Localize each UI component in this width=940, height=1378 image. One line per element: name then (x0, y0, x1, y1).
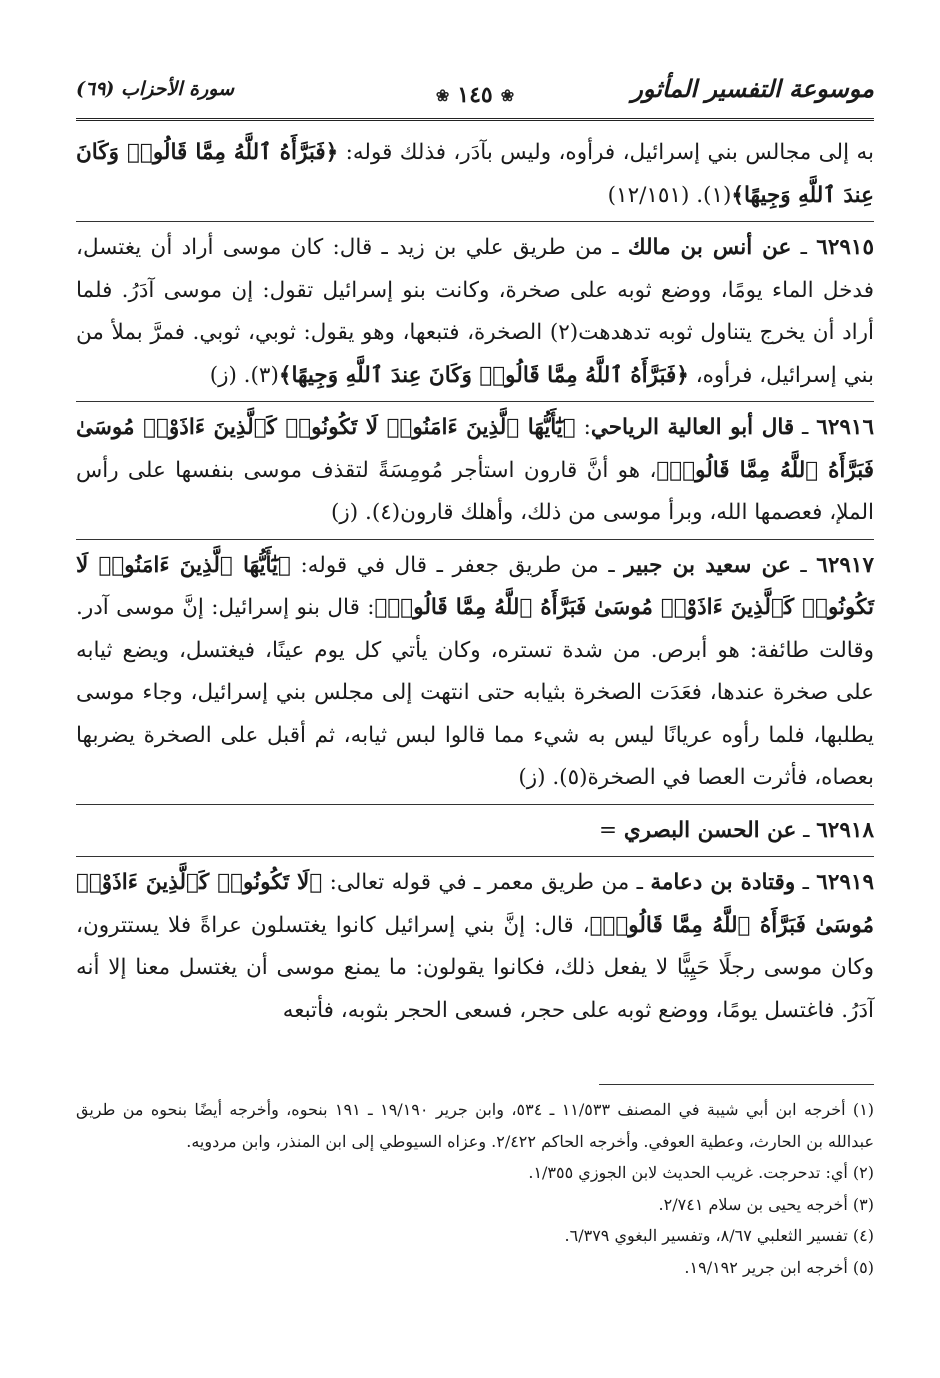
entry-divider (76, 539, 874, 540)
entry-text: ـ من طريق جعفر ـ قال في قوله: (290, 552, 625, 578)
entry-divider (76, 856, 874, 857)
footnotes (76, 1094, 874, 1283)
ornament-left-icon: ❀ (435, 85, 450, 105)
entry-text: : (575, 415, 591, 440)
entry-tail: ، هو أنَّ قارون استأجر مُومِسَةً لتقذف موسى بنفسها على رأس الملإ، فعصمها الله، وبرأ موسى من ذلك، وأهلك قارون(٤). (ز) (76, 457, 874, 525)
header-divider (76, 118, 874, 121)
entry-62917: ٦٢٩١٧ ـ عن سعيد بن جبير ـ من طريق جعفر ـ قال في قوله: ﴿يَٰٓأَيُّهَا ٱلَّذِينَ ءَامَنُوا۟ لَا تَكُونُوا۟ كَٱلَّذِينَ ءَاذَوْا۟ مُوسَىٰ فَبَرَّأَهُ ٱللَّهُ مِمَّا قَالُوا۟﴾: قال بنو إسرائيل: إنَّ موسى آدر. وقالت طائفة: هو أبرص. من شدة تستره، وكان يأتي كل يوم عينًا، فيغتسل، ويضع ثيابه على صخرة عندها، فعَدَت الصخرة بثيابه حتى انتهت إلى مجلس بني إسرائيل، وجاء موسى يطلبها، فلما رأوه عريانًا ليس به شيء مما قالوا لبس ثيابه، ثم أقبل على الصخرة يضربها بعصاه، فأثرت العصا في الصخرة(٥). (ز) (76, 552, 875, 790)
entry-tail: : قال بنو إسرائيل: إنَّ موسى آدر. وقالت طائفة: هو أبرص. من شدة تستره، وكان يأتي كل يوم عينًا، فيغتسل، ويضع ثيابه على صخرة عندها، فعَدَت الصخرة بثيابه حتى انتهت إلى مجلس بني إسرائيل، وجاء موسى يطلبها، فلما رأوه عريانًا ليس به شيء مما قالوا لبس ثيابه، ثم أقبل على الصخرة يضربها بعصاه، فأثرت العصا في الصخرة(٥). (ز) (76, 595, 874, 790)
entry-author: قال أبو العالية الرياحي (590, 415, 795, 440)
entry-number: ٦٢٩١٨ (816, 817, 874, 843)
entry-text: به إلى مجالس بني إسرائيل، فرأوه، وليس بآدَر، فذلك قوله: (338, 140, 875, 165)
entry-tail: ، قال: إنَّ بني إسرائيل كانوا يغتسلون عراةً فلا يستترون، وكان موسى رجلًا حَيِيًّا لا يفعل ذلك، فكانوا يقولون: ما يمنع موسى أن يغتسل معنا إلا أنه آدَرُ. فاغتسل يومًا، ووضع ثوبه على حجر، فسعى الحجر بثوبه، فأتبعه (76, 912, 874, 1023)
entry-text: = (598, 817, 624, 843)
quran-verse: ﴿فَبَرَّأَهُ ٱللَّهُ مِمَّا قَالُوا۟ وَكَانَ عِندَ ٱللَّهِ وَجِيهًا﴾ (76, 140, 874, 208)
entry-author: عن سعيد بن جبير (624, 552, 791, 578)
footnote-3: (٣) أخرجه يحيى بن سلام ٢/٧٤١. (658, 1194, 874, 1214)
footnote-5: (٥) أخرجه ابن جرير ١٩/١٩٢. (684, 1257, 874, 1277)
quran-verse: ﴿يَٰٓأَيُّهَا ٱلَّذِينَ ءَامَنُوا۟ لَا تَكُونُوا۟ كَٱلَّذِينَ ءَاذَوْا۟ مُوسَىٰ فَبَرَّأَهُ ٱللَّهُ مِمَّا قَالُوا۟﴾ (76, 552, 874, 620)
entry-divider (76, 401, 874, 402)
entry-62918: ٦٢٩١٨ ـ عن الحسن البصري = (598, 817, 874, 843)
running-title-work: موسوعة التفسير المأثور (631, 74, 874, 103)
ornament-right-icon: ❀ (500, 85, 515, 105)
entry-number: ٦٢٩١٦ (816, 415, 875, 440)
entry-number: ٦٢٩١٥ (816, 235, 875, 260)
entry-divider (76, 221, 874, 222)
entry-text: ـ من طريق علي بن زيد ـ قال: كان موسى أراد أن يغتسل، فدخل الماء يومًا، ووضع ثوبه على صخرة، وكانت بنو إسرائيل تقول: إن موسى آدَرُ. فلما أراد أن يخرج يتناول ثوبه تدهدهت(٢) الصخرة، فتبعها، وهو يقول: ثوبي، ثوبي. فمرَّ بملأ من بني إسرائيل، فرأوه، (76, 235, 874, 388)
entry-tail: (١). (١٢/١٥١) (607, 182, 732, 208)
quran-verse: ﴿فَبَرَّأَهُ ٱللَّهُ مِمَّا قَالُوا۟ وَكَانَ عِندَ ٱللَّهِ وَجِيهًا﴾ (278, 362, 689, 388)
footnote-divider (599, 1084, 874, 1085)
entry-62919: ٦٢٩١٩ ـ وقتادة بن دعامة ـ من طريق معمر ـ في قوله تعالى: ﴿لَا تَكُونُوا۟ كَٱلَّذِينَ ءَاذَوْا۟ مُوسَىٰ فَبَرَّأَهُ ٱللَّهُ مِمَّا قَالُوا۟﴾، قال: إنَّ بني إسرائيل كانوا يغتسلون عراةً فلا يستترون، وكان موسى رجلًا حَيِيًّا لا يفعل ذلك، فكانوا يقولون: ما يمنع موسى أن يغتسل معنا إلا أنه آدَرُ. فاغتسل يومًا، ووضع ثوبه على حجر، فسعى الحجر بثوبه، فأتبعه (76, 870, 875, 1023)
entry-number: ٦٢٩١٧ (816, 552, 875, 578)
entry-62916: ٦٢٩١٦ ـ قال أبو العالية الرياحي: ﴿يَٰٓأَيُّهَا ٱلَّذِينَ ءَامَنُوا۟ لَا تَكُونُوا۟ كَٱلَّذِينَ ءَاذَوْا۟ مُوسَىٰ فَبَرَّأَهُ ٱللَّهُ مِمَّا قَالُوا۟﴾، هو أنَّ قارون استأجر مُومِسَةً لتقذف موسى بنفسها على رأس الملإ، فعصمها الله، وبرأ موسى من ذلك، وأهلك قارون(٤). (ز) (76, 415, 875, 525)
quran-verse: ﴿يَٰٓأَيُّهَا ٱلَّذِينَ ءَامَنُوا۟ لَا تَكُونُوا۟ كَٱلَّذِينَ ءَاذَوْا۟ مُوسَىٰ فَبَرَّأَهُ ٱللَّهُ مِمَّا قَالُوا۟﴾ (76, 415, 874, 483)
entry-author: وقتادة بن دعامة (650, 870, 796, 895)
page-number (436, 82, 514, 108)
entry-author: عن الحسن البصري (623, 817, 797, 843)
quran-verse: ﴿لَا تَكُونُوا۟ كَٱلَّذِينَ ءَاذَوْا۟ مُوسَىٰ فَبَرَّأَهُ ٱللَّهُ مِمَّا قَالُوا۟﴾ (76, 870, 874, 938)
main-text (76, 132, 874, 1032)
entry-author: عن أنس بن مالك (627, 235, 792, 260)
footnote-4: (٤) تفسير الثعلبي ٨/٦٧، وتفسير البغوي ٦/٣٧٩. (564, 1226, 874, 1245)
page-number-value: ١٤٥ (457, 82, 493, 108)
running-title-surah: سورة الأحزاب (٦٩) (76, 78, 235, 100)
entry-divider (76, 804, 874, 805)
entry-continuation (76, 132, 874, 217)
footnote-1: (١) أخرجه ابن أبي شيبة في المصنف ١١/٥٣٣ ـ ٥٣٤، وابن جرير ١٩/١٩٠ ـ ١٩١ بنحوه، وأخرجه أيضًا بنحوه من طريق عبدالله بن الحارث، وعطية العوفي. وأخرجه الحاكم ٢/٤٢٢. وعزاه السيوطي إلى ابن المنذر، وابن مردويه. (76, 1100, 875, 1151)
page-header (76, 70, 874, 120)
entry-tail: (٣). (ز) (209, 362, 279, 388)
entry-text: ـ من طريق معمر ـ في قوله تعالى: (322, 870, 651, 895)
footnote-2: (٢) أي: تدحرجت. غريب الحديث لابن الجوزي ١/٣٥٥. (528, 1163, 874, 1182)
entry-number: ٦٢٩١٩ (816, 870, 875, 895)
entry-62915: ٦٢٩١٥ ـ عن أنس بن مالك ـ من طريق علي بن زيد ـ قال: كان موسى أراد أن يغتسل، فدخل الماء يومًا، ووضع ثوبه على صخرة، وكانت بنو إسرائيل تقول: إن موسى آدَرُ. فلما أراد أن يخرج يتناول ثوبه تدهدهت(٢) الصخرة، فتبعها، وهو يقول: ثوبي، ثوبي. فمرَّ بملأ من بني إسرائيل، فرأوه، ﴿فَبَرَّأَهُ ٱللَّهُ مِمَّا قَالُوا۟ وَكَانَ عِندَ ٱللَّهِ وَجِيهًا﴾(٣). (ز) (76, 235, 875, 388)
